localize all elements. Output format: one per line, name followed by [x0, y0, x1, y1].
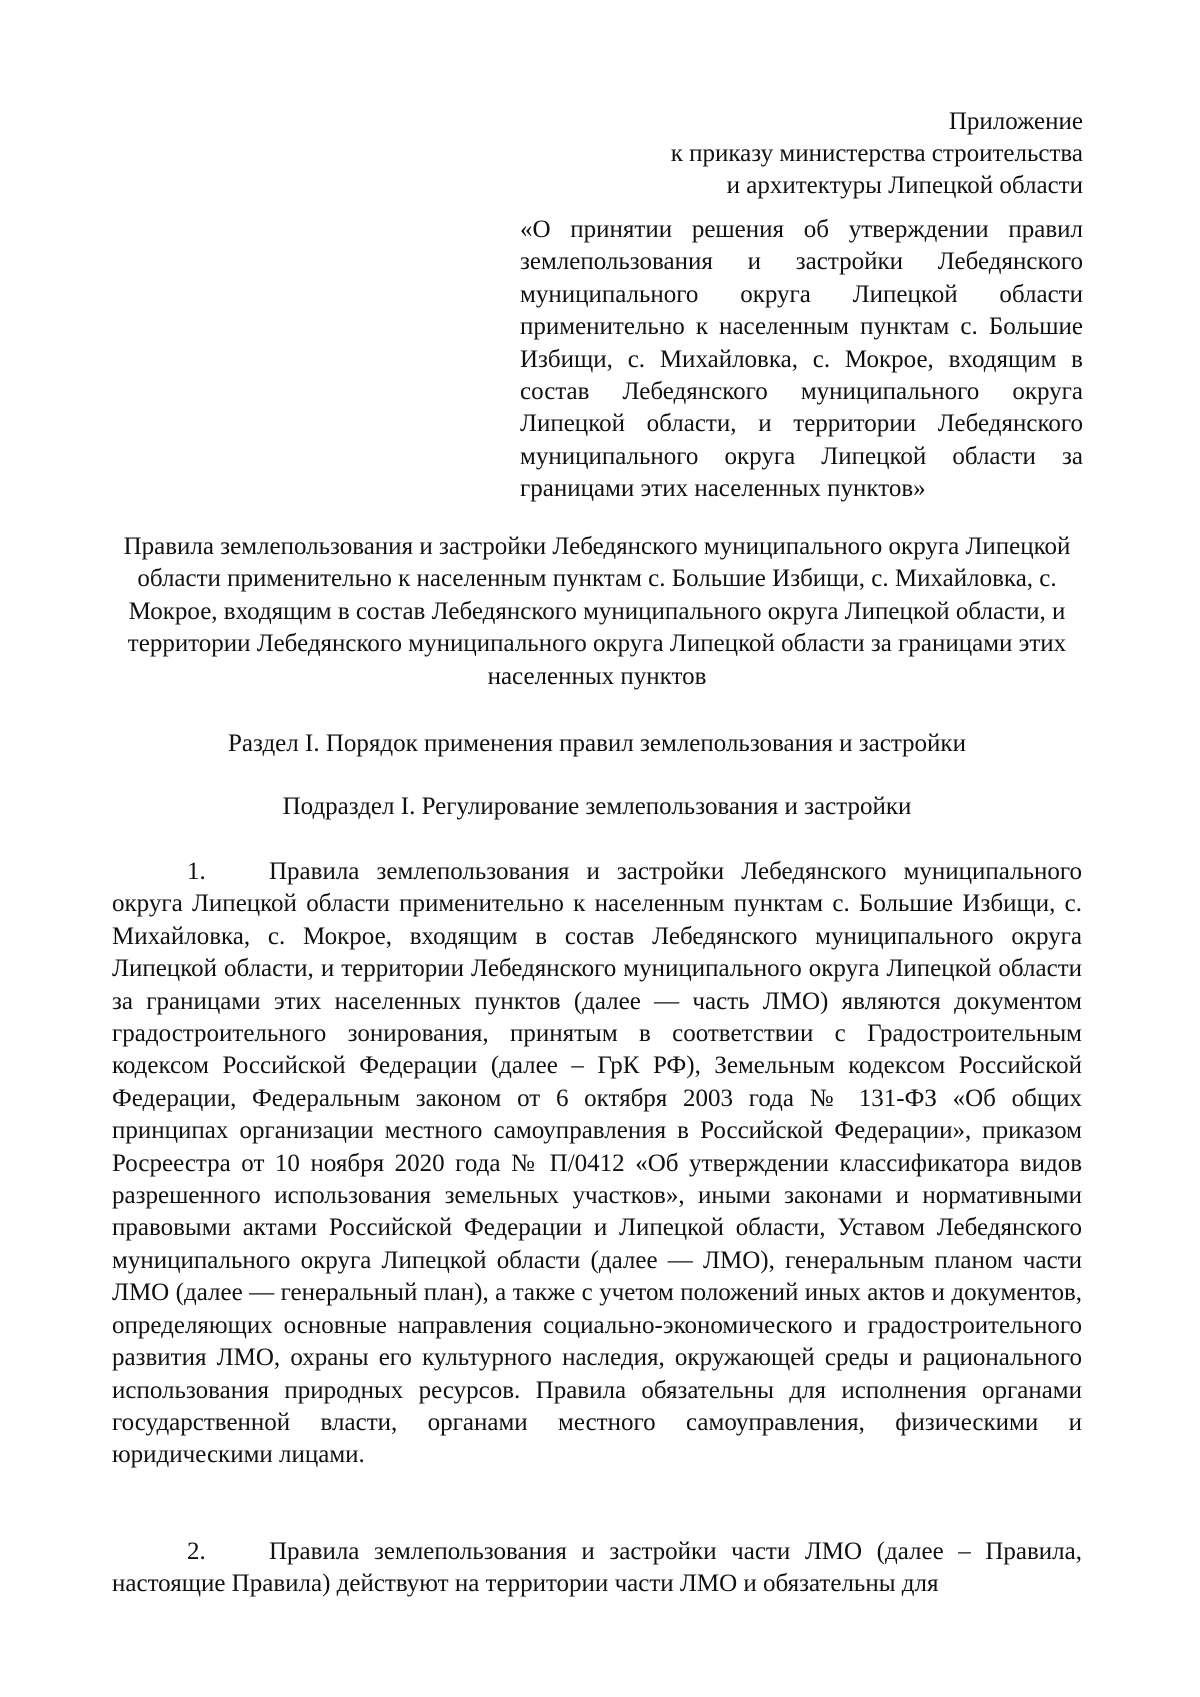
paragraph-number: 2.	[187, 1538, 206, 1565]
paragraph-2	[112, 1536, 1082, 1601]
section-heading: Раздел I. Порядок применения правил землепользования и застройки	[228, 730, 966, 757]
subsection-heading: Подраздел I. Регулирование землепользования и застройки	[282, 793, 912, 820]
paragraph-1	[112, 856, 1082, 1472]
paragraph-text: Правила землепользования и застройки Лебедянского муниципального округа Липецкой области применительно к населенным пунктам с. Большие Избищи, с. Михайловка, с. Мокрое, входящим в состав Лебедянского муниципального округа Липецкой области, и территории Лебедянского муниципального округа Липецкой области за границами этих населенных пунктов (далее — часть ЛМО) являются документом градостроительного зонирования, принятым в соответствии с Градостроительным кодексом Российской Федерации (далее – ГрК РФ), Земельным кодексом Российской Федерации, Федеральным законом от 6 октября 2003 года № 131-ФЗ «Об общих принципах организации местного самоуправления в Российской Федерации», приказом Росреестра от 10 ноября 2020 года № П/0412 «Об утверждении классификатора видов разрешенного использования земельных участков», иными законами и нормативными правовыми актами Российской Федерации и Липецкой области, Уставом Лебедянского муниципального округа Липецкой области (далее — ЛМО), генеральным планом части ЛМО (далее — генеральный план), а также с учетом положений иных актов и документов, определяющих основные направления социально-экономического и градостроительного развития ЛМО, охраны его культурного наследия, окружающей среды и рационального использования природных ресурсов. Правила обязательны для исполнения органами государственной власти, органами местного самоуправления, физическими и юридическими лицами.	[112, 858, 1082, 1469]
paragraph-text: Правила землепользования и застройки части ЛМО (далее – Правила, настоящие Правила) действуют на территории части ЛМО и обязательны для	[112, 1538, 1082, 1598]
appendix-order-title: «О принятии решения об утверждении правил землепользования и застройки Лебедянского муниципального округа Липецкой области применительно к населенным пунктам с. Большие Избищи, с. Михайловка, с. Мокрое, входящим в состав Лебедянского муниципального округа Липецкой области, и территории Лебедянского муниципального округа Липецкой области за границами этих населенных пунктов»	[520, 216, 1083, 503]
document-title: Правила землепользования и застройки Лебедянского муниципального округа Липецкой области применительно к населенным пунктам с. Большие Избищи, с. Михайловка, с. Мокрое, входящим в состав Лебедянского муниципального округа Липецкой области, и территории Лебедянского муниципального округа Липецкой области за границами этих населенных пунктов	[123, 533, 1071, 690]
paragraph-number: 1.	[187, 858, 206, 885]
appendix-order-ref: к приказу министерства строительства	[670, 140, 1083, 167]
appendix-ministry: и архитектуры Липецкой области	[726, 172, 1083, 199]
appendix-label: Приложение	[948, 108, 1083, 135]
